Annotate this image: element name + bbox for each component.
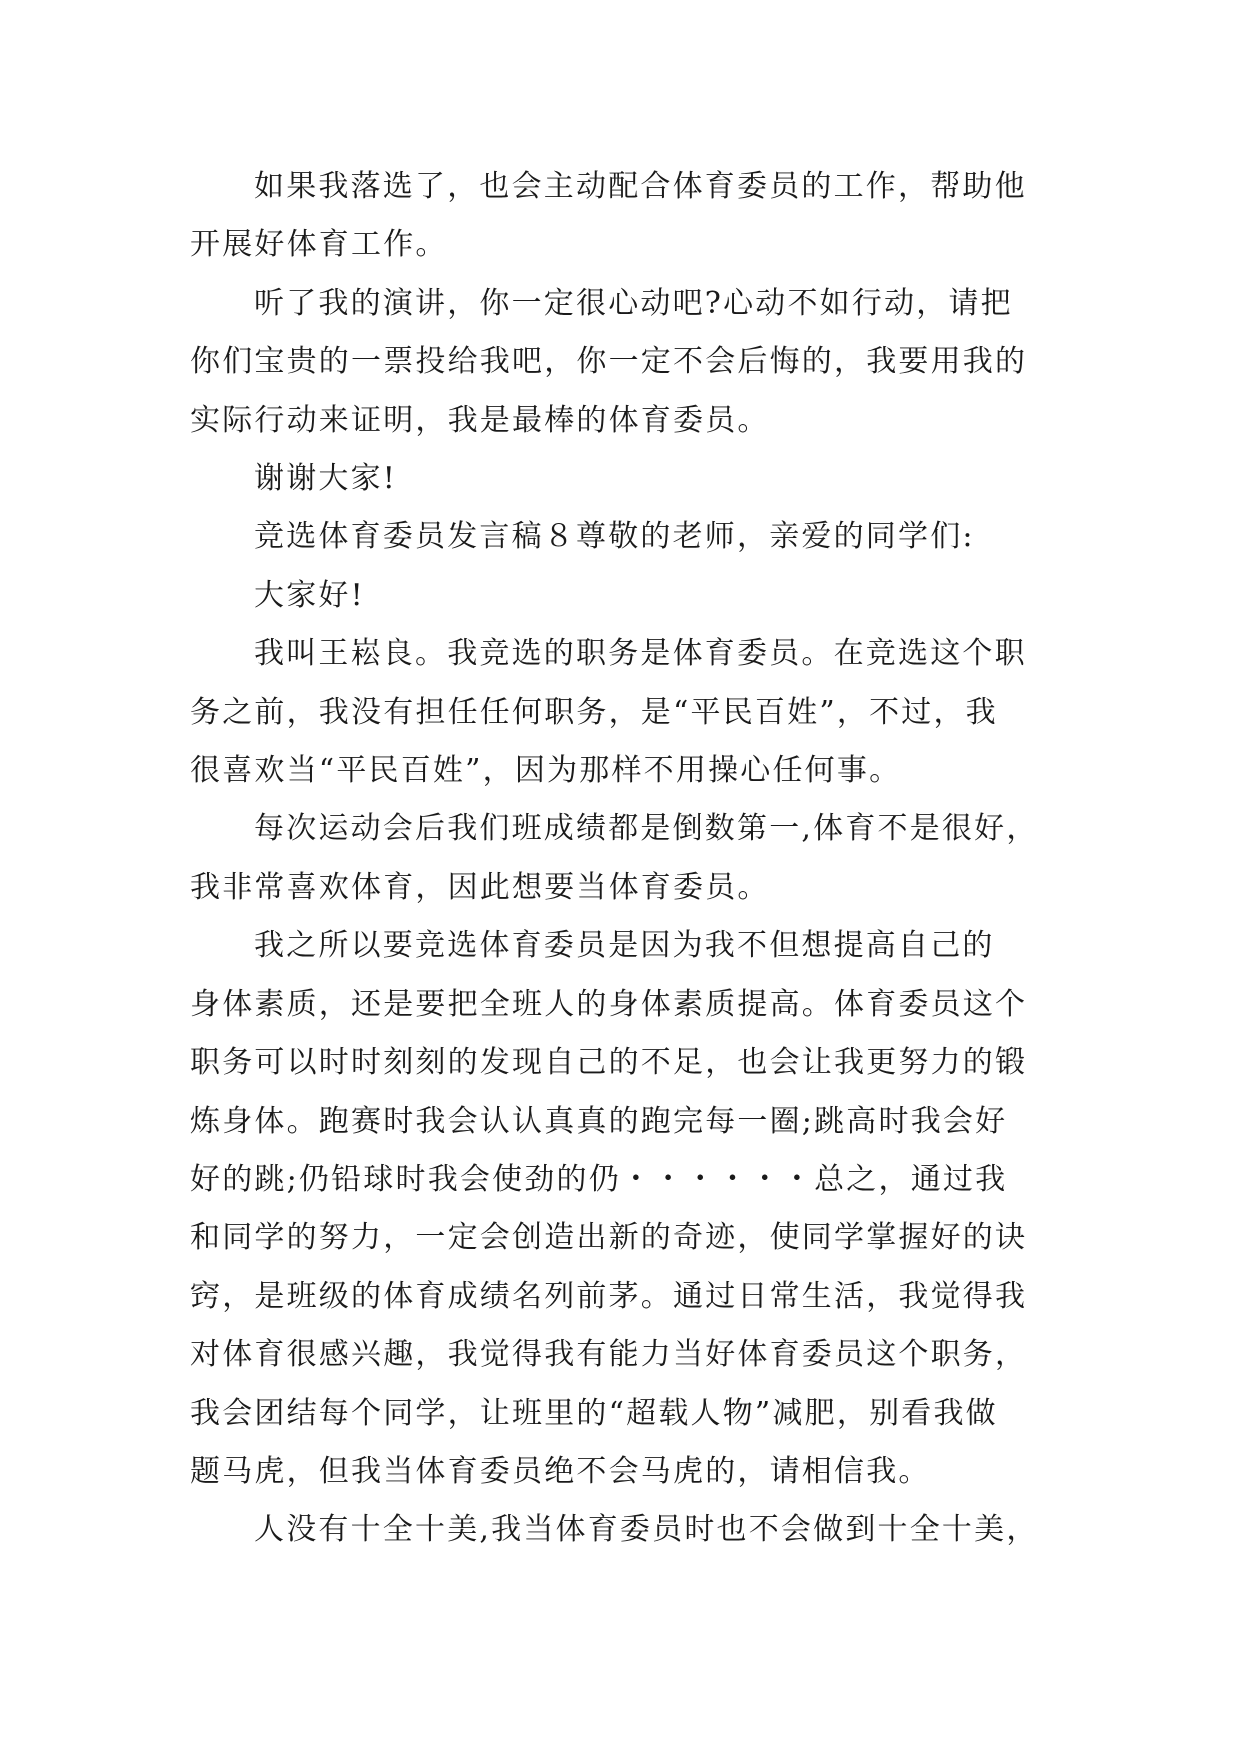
text-line: 窍，是班级的体育成绩名列前茅。通过日常生活，我觉得我 [190,1278,1028,1314]
paragraph-6 [190,625,1052,800]
text-line: 听了我的演讲，你一定很心动吧?心动不如行动，请把 [254,285,1013,321]
text-line: 每次运动会后我们班成绩都是倒数第一,体育不是很好， [254,811,1039,847]
text-line: 谢谢大家! [254,461,398,497]
paragraph-9 [190,1501,1052,1559]
text-line: 人没有十全十美,我当体育委员时也不会做到十全十美， [254,1512,1039,1548]
text-line: 实际行动来证明，我是最棒的体育委员。 [190,402,770,438]
text-line: 炼身体。跑赛时我会认认真真的跑完每一圈;跳高时我会好 [190,1103,1008,1139]
paragraph-8 [190,917,1052,1501]
text-line: 开展好体育工作。 [190,227,448,263]
paragraph-3 [190,450,1052,508]
text-line: 对体育很感兴趣，我觉得我有能力当好体育委员这个职务， [190,1337,1028,1373]
paragraph-2 [190,275,1052,450]
paragraph-5 [190,567,1052,625]
text-line: 很喜欢当“平民百姓”，因为那样不用操心任何事。 [190,753,902,789]
text-line: 务之前，我没有担任任何职务，是“平民百姓”，不过，我 [190,694,998,730]
text-line: 我叫王崧良。我竞选的职务是体育委员。在竞选这个职 [254,636,1027,672]
text-line: 题马虎，但我当体育委员绝不会马虎的，请相信我。 [190,1453,931,1489]
text-line: 好的跳;仍铅球时我会使劲的仍・・・・・・总之，通过我 [190,1161,1008,1197]
paragraph-7 [190,800,1052,917]
text-line: 大家好! [254,577,365,613]
text-line: 我会团结每个同学，让班里的“超载人物”减肥，别看我做 [190,1395,998,1431]
paragraph-4 [190,508,1052,566]
text-line: 身体素质，还是要把全班人的身体素质提高。体育委员这个 [190,986,1028,1022]
text-line: 竞选体育委员发言稿８尊敬的老师，亲爱的同学们: [254,519,975,555]
document-body [190,158,1052,1560]
text-line: 你们宝贵的一票投给我吧，你一定不会后悔的，我要用我的 [190,344,1028,380]
text-line: 我之所以要竞选体育委员是因为我不但想提高自己的 [254,928,995,964]
paragraph-1 [190,158,1052,275]
text-line: 职务可以时时刻刻的发现自己的不足，也会让我更努力的锻 [190,1045,1028,1081]
text-line: 如果我落选了，也会主动配合体育委员的工作，帮助他 [254,169,1027,204]
text-line: 和同学的努力，一定会创造出新的奇迹，使同学掌握好的诀 [190,1220,1028,1256]
text-line: 我非常喜欢体育，因此想要当体育委员。 [190,869,770,905]
